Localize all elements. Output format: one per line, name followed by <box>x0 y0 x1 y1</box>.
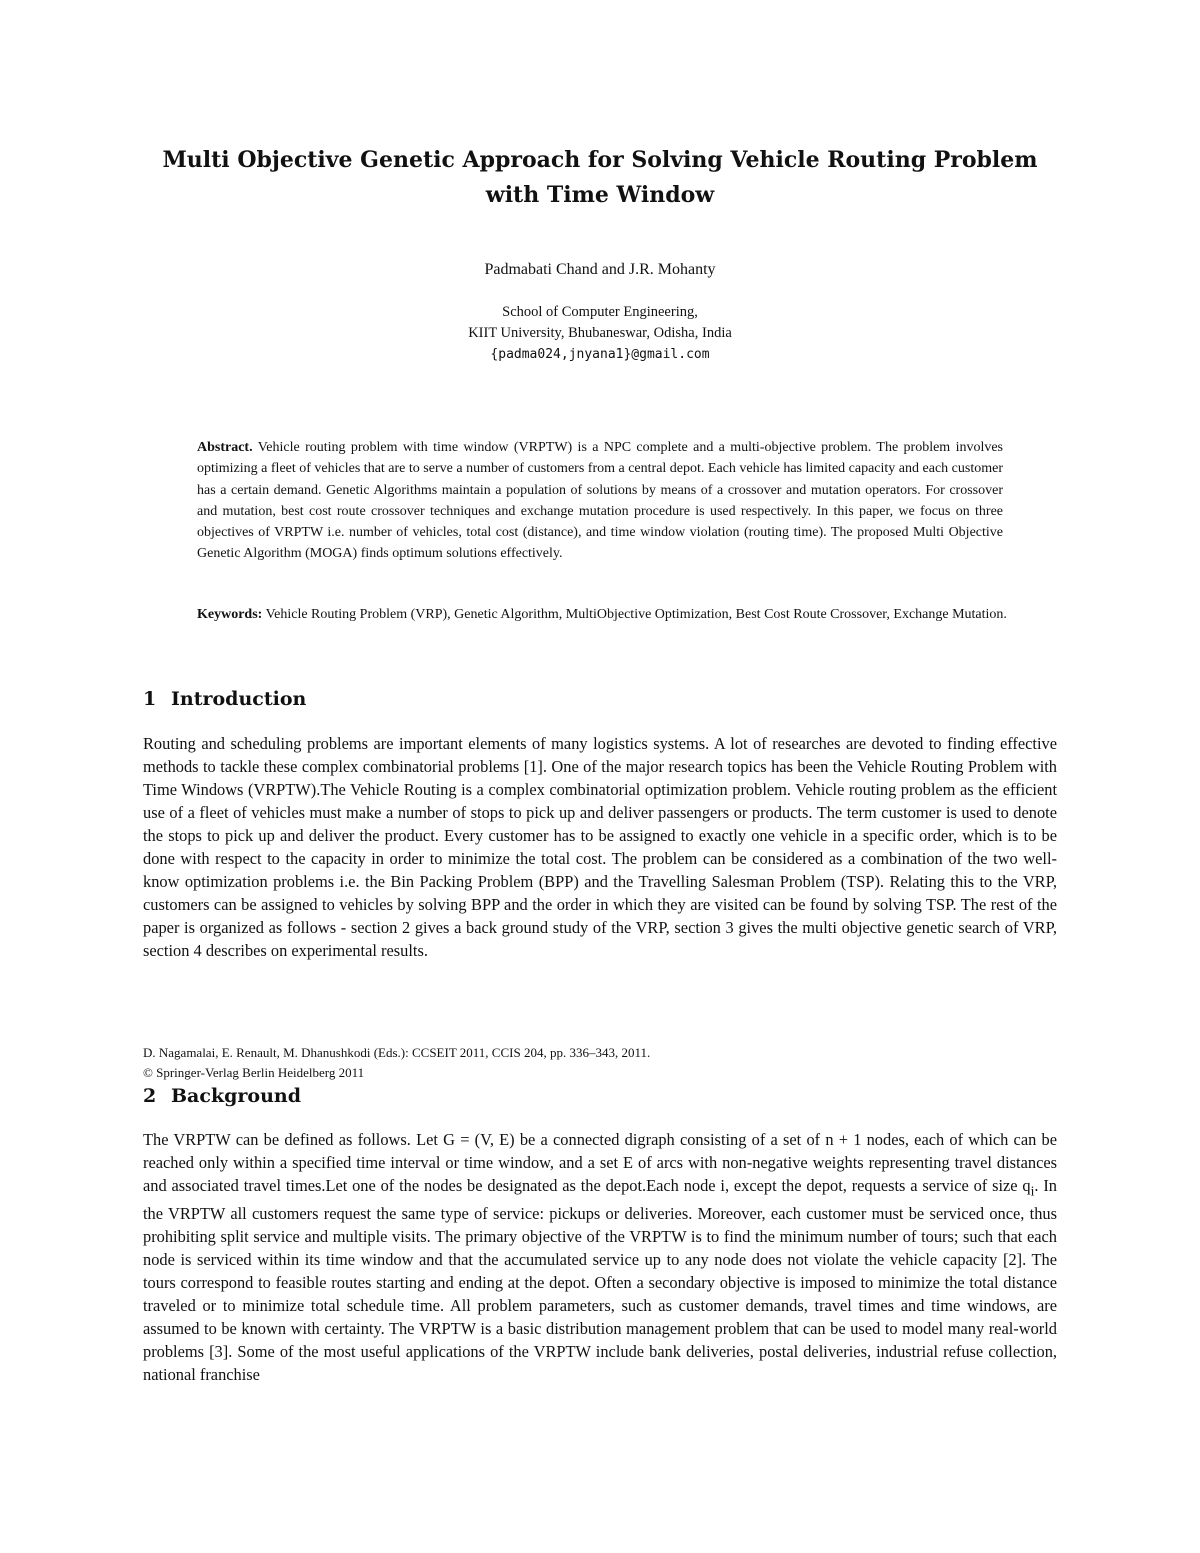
section-number: 2 <box>143 1085 157 1107</box>
abstract-text: Vehicle routing problem with time window (VRPTW) is a NPC complete and a multi-objective problem. The problem involves optimizing a fleet of vehicles that are to serve a number of customers from a central depot. Each vehicle has limited capacity and each customer has a certain demand. Genetic Algorithms maintain a population of solutions by means of a crossover and mutation operators. For crossover and mutation, best cost route crossover techniques and exchange mutation procedure is used respectively. In this paper, we focus on three objectives of VRPTW i.e. number of vehicles, total cost (distance), and time window violation (routing time). The proposed Multi Objective Genetic Algorithm (MOGA) finds optimum solutions effectively. <box>197 440 1004 562</box>
introduction-paragraph: Routing and scheduling problems are important elements of many logistics systems. A lot of researches are devoted to finding effective methods to tackle these complex combinatorial problems [1]. One of the major research topics has been the Vehicle Routing Problem with Time Windows (VRPTW).The Vehicle Routing is a complex combinatorial optimization problem. Vehicle routing problem as the efficient use of a fleet of vehicles must make a number of stops to pick up and deliver passengers or products. The term customer is used to denote the stops to pick up and deliver the product. Every customer has to be assigned to exactly one vehicle in a specific order, which is to be done with respect to the capacity in order to minimize the total cost. The problem can be considered as a combination of the two well-know optimization problems i.e. the Bin Packing Problem (BPP) and the Travelling Salesman Problem (TSP). Relating this to the VRP, customers can be assigned to vehicles by solving BPP and the order in which they are visited can be found by solving TSP. The rest of the paper is organized as follows - section 2 gives a back ground study of the VRP, section 3 gives the multi objective genetic search of VRP, section 4 describes on experimental results. <box>143 734 1057 960</box>
keywords <box>197 604 1057 625</box>
footnote-copyright: © Springer-Verlag Berlin Heidelberg 2011 <box>143 1065 365 1080</box>
subscript-i: i <box>1030 1183 1035 1199</box>
publication-footnote <box>143 1043 1057 1083</box>
background-paragraph <box>143 1128 1057 1386</box>
background-text-part2: . In the VRPTW all customers request the same type of service: pickups or deliveries. Moreover, each customer must be serviced once, thus prohibiting split service and multiple visits. The primary objective of the VRPTW is to find the minimum number of tours; such that each node is serviced within its time window and that the accumulated service up to any node does not violate the vehicle capacity [2]. The tours correspond to feasible routes starting and ending at the depot. Often a secondary objective is imposed to minimize the total distance traveled or to minimize total schedule time. All problem parameters, such as customer demands, travel times and time windows, are assumed to be known with certainty. The VRPTW is a basic distribution management problem that can be used to model many real-world problems [3]. Some of the most useful applications of the VRPTW include bank deliveries, postal deliveries, industrial refuse collection, national franchise <box>143 1176 1057 1385</box>
keywords-label: Keywords: <box>197 607 263 622</box>
abstract-label: Abstract. <box>197 440 253 455</box>
author-email: {padma024,jnyana1}@gmail.com <box>490 347 710 362</box>
keywords-text: Vehicle Routing Problem (VRP), Genetic Algorithm, MultiObjective Optimization, Best Cost Route Crossover, Exchange Mutation. <box>265 607 1007 622</box>
section-number: 1 <box>143 688 157 710</box>
section-title: Background <box>171 1085 301 1107</box>
background-text-part1: The VRPTW can be defined as follows. Let G = (V, E) be a connected digraph consisting of a set of n + 1 nodes, each of which can be reached only within a specified time interval or time window, and a set E of arcs with non-negative weights representing travel distances and associated travel times.Let one of the nodes be designated as the depot.Each node i, except the depot, requests a service of size q <box>143 1130 1057 1195</box>
affiliation-block <box>143 302 1057 365</box>
abstract <box>197 437 1003 565</box>
affiliation-school: School of Computer Engineering, <box>502 304 698 320</box>
section-heading-introduction <box>143 687 306 711</box>
affiliation-university: KIIT University, Bhubaneswar, Odisha, India <box>468 325 732 341</box>
section-title: Introduction <box>171 688 307 710</box>
footnote-citation: D. Nagamalai, E. Renault, M. Dhanushkodi (Eds.): CCSEIT 2011, CCIS 204, pp. 336–343, 2011. <box>143 1045 651 1060</box>
author-names: Padmabati Chand and J.R. Mohanty <box>484 261 716 278</box>
section-heading-background <box>143 1084 301 1108</box>
paper-title: Multi Objective Genetic Approach for Solving Vehicle Routing Problem with Time Window <box>162 147 1038 208</box>
